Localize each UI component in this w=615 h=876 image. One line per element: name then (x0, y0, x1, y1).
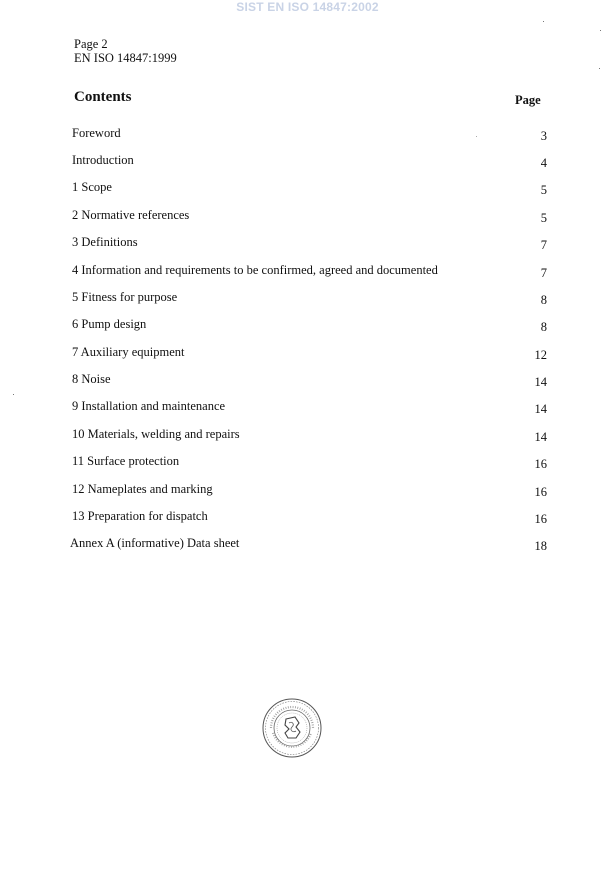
toc-entry (0, 372, 615, 390)
toc-entry (0, 536, 615, 554)
scan-speck (476, 136, 477, 137)
toc-entry (0, 126, 615, 144)
toc-entry-page: 5 (540, 183, 547, 197)
scan-speck (600, 30, 601, 31)
toc-entry-page: 4 (540, 156, 547, 170)
toc-entry-title: 2 Normative references (72, 208, 190, 222)
toc-entry-title: 4 Information and requirements to be confirmed, agreed and documented (72, 263, 438, 277)
toc-entry (0, 208, 615, 226)
toc-entry (0, 345, 615, 363)
toc-entry (0, 482, 615, 500)
scan-speck (543, 21, 544, 22)
toc-entry-page: 14 (534, 402, 547, 416)
toc-entry-page: 8 (540, 320, 547, 334)
toc-entry-title: Introduction (72, 153, 134, 167)
toc-entry-title: Foreword (72, 126, 121, 140)
toc-entry-page: 16 (534, 485, 547, 499)
toc-entry-title: 10 Materials, welding and repairs (72, 427, 240, 441)
toc-entry (0, 509, 615, 527)
toc-entry-title: 5 Fitness for purpose (72, 290, 178, 304)
toc-entry (0, 399, 615, 417)
page-number-label: Page 2 (74, 37, 108, 51)
toc-entry-page: 16 (534, 457, 547, 471)
seal-graphic (261, 697, 323, 759)
contents-heading: Contents (74, 89, 132, 105)
toc-entry-title: 12 Nameplates and marking (72, 482, 213, 496)
toc-entry-page: 14 (534, 375, 547, 389)
standard-reference: EN ISO 14847:1999 (74, 51, 177, 65)
toc-entry (0, 290, 615, 308)
toc-entry-page: 3 (540, 129, 547, 143)
toc-entry (0, 454, 615, 472)
toc-entry (0, 427, 615, 445)
toc-entry-page: 16 (534, 512, 547, 526)
toc-entry-page: 12 (534, 348, 547, 362)
toc-entry-title: 8 Noise (72, 372, 111, 386)
toc-entry-page: 8 (540, 293, 547, 307)
official-seal-icon (261, 697, 323, 759)
toc-entry (0, 317, 615, 335)
toc-entry-title: 7 Auxiliary equipment (72, 345, 185, 359)
toc-entry-title: 9 Installation and maintenance (72, 399, 226, 413)
page-column-heading: Page (515, 93, 541, 107)
toc-entry-page: 18 (534, 539, 547, 553)
toc-entry (0, 263, 615, 281)
toc-entry-title: 13 Preparation for dispatch (72, 509, 208, 523)
toc-entry-title: 6 Pump design (72, 317, 147, 331)
scan-speck (599, 68, 600, 69)
toc-entry (0, 180, 615, 198)
toc-entry-title: Annex A (informative) Data sheet (70, 536, 240, 550)
toc-entry (0, 235, 615, 253)
toc-entry (0, 153, 615, 171)
toc-entry-title: 1 Scope (72, 180, 112, 194)
document-watermark: SIST EN ISO 14847:2002 (236, 0, 379, 14)
toc-entry-page: 14 (534, 430, 547, 444)
toc-entry-title: 3 Definitions (72, 235, 138, 249)
scan-speck (13, 394, 14, 395)
toc-entry-page: 7 (540, 266, 547, 280)
toc-entry-title: 11 Surface protection (72, 454, 180, 468)
toc-entry-page: 5 (540, 211, 547, 225)
toc-entry-page: 7 (540, 238, 547, 252)
